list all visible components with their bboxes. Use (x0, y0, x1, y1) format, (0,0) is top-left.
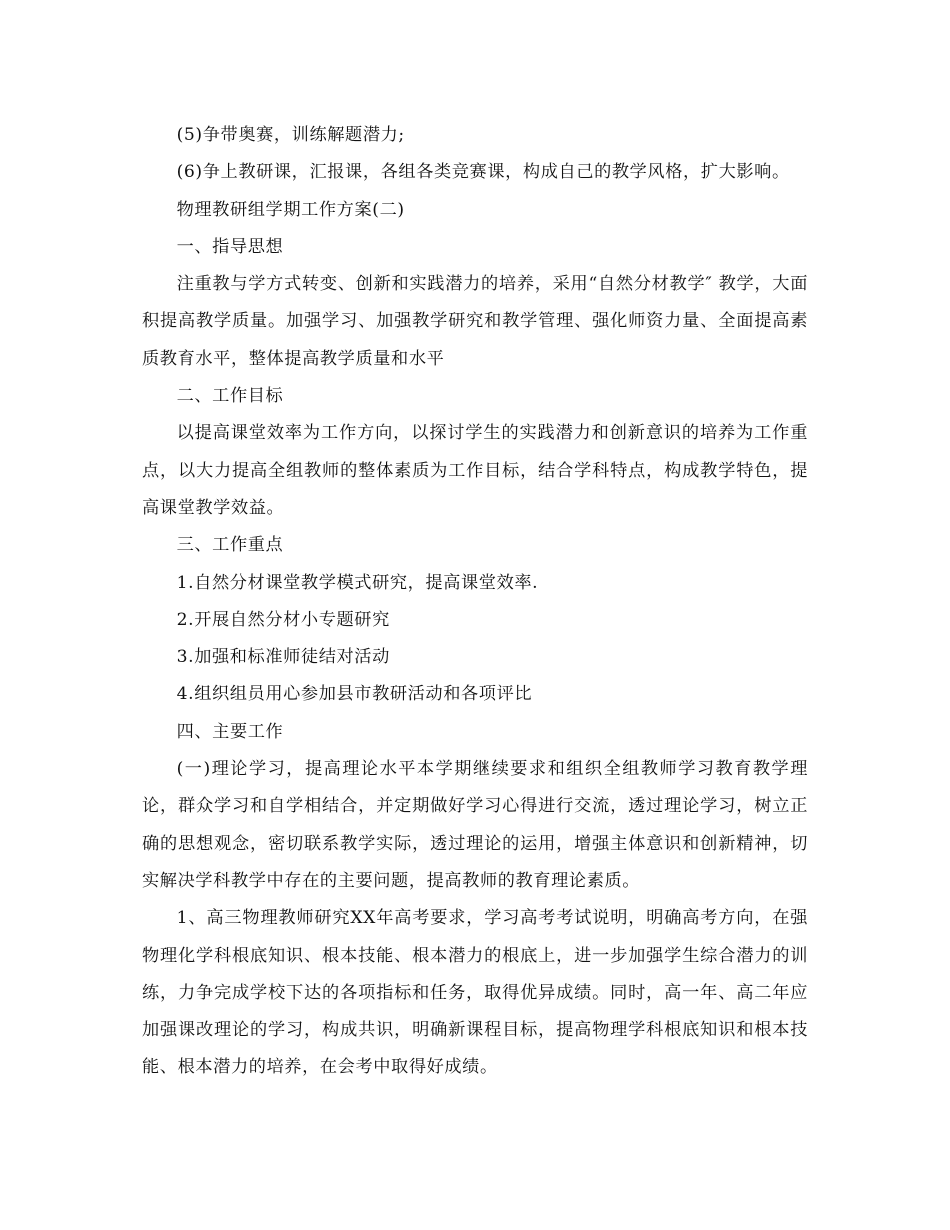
section-heading-main-work: 四、主要工作 (176, 721, 284, 742)
list-item-focus-4: 4.组织组员用心参加县市教研活动和各项评比 (176, 684, 533, 705)
document-body (142, 117, 808, 1087)
list-item-focus-2: 2.开展自然分材小专题研究 (176, 609, 390, 630)
paragraph-olympiad: (5)争带奥赛，训练解题潜力; (176, 125, 405, 145)
section-heading-guiding-thought: 一、指导思想 (176, 236, 284, 257)
paragraph-theory-study: (一)理论学习，提高理论水平本学期继续要求和组织全组教师学习教育教学理论，群众学习和自学相结合，并定期做好学习心得进行交流，透过理论学习，树立正确的思想观念，密切联系教学实际，透过理论的运用，增强主体意识和创新精神，切实解决学科教学中存在的主要问题，提高教师的教育理论素质。 (142, 759, 808, 891)
list-item-focus-1: 1.自然分材课堂教学模式研究，提高课堂效率. (176, 572, 539, 593)
paragraph-teaching-style: (6)争上教研课，汇报课，各组各类竞赛课，构成自己的教学风格，扩大影响。 (176, 162, 790, 183)
list-item-focus-3: 3.加强和标准师徒结对活动 (176, 647, 390, 668)
paragraph-work-goals: 以提高课堂效率为工作方向，以探讨学生的实践潜力和创新意识的培养为工作重点，以大力提高全组教师的整体素质为工作目标，结合学科特点，构成教学特色，提高课堂教学效益。 (142, 423, 808, 518)
section-heading-work-goals: 二、工作目标 (176, 386, 284, 407)
paragraph-guiding-thought: 注重教与学方式转变、创新和实践潜力的培养，采用“自然分材教学″ 教学，大面积提高教学质量。加强学习、加强教学研究和教学管理、强化师资力量、全面提高素质教育水平，整体提高教学质量和水平 (142, 274, 808, 369)
section-heading-work-focus: 三、工作重点 (176, 535, 284, 556)
paragraph-senior-physics: 1、高三物理教师研究XX年高考要求，学习高考考试说明，明确高考方向，在强物理化学科根底知识、根本技能、根本潜力的根底上，进一步加强学生综合潜力的训练，力争完成学校下达的各项指标和任务，取得优异成绩。同时，高一年、高二年应加强课改理论的学习，构成共识，明确新课程目标，提高物理学科根底知识和根本技能、根本潜力的培养，在会考中取得好成绩。 (142, 908, 808, 1078)
document-title: 物理教研组学期工作方案(二) (176, 199, 405, 220)
